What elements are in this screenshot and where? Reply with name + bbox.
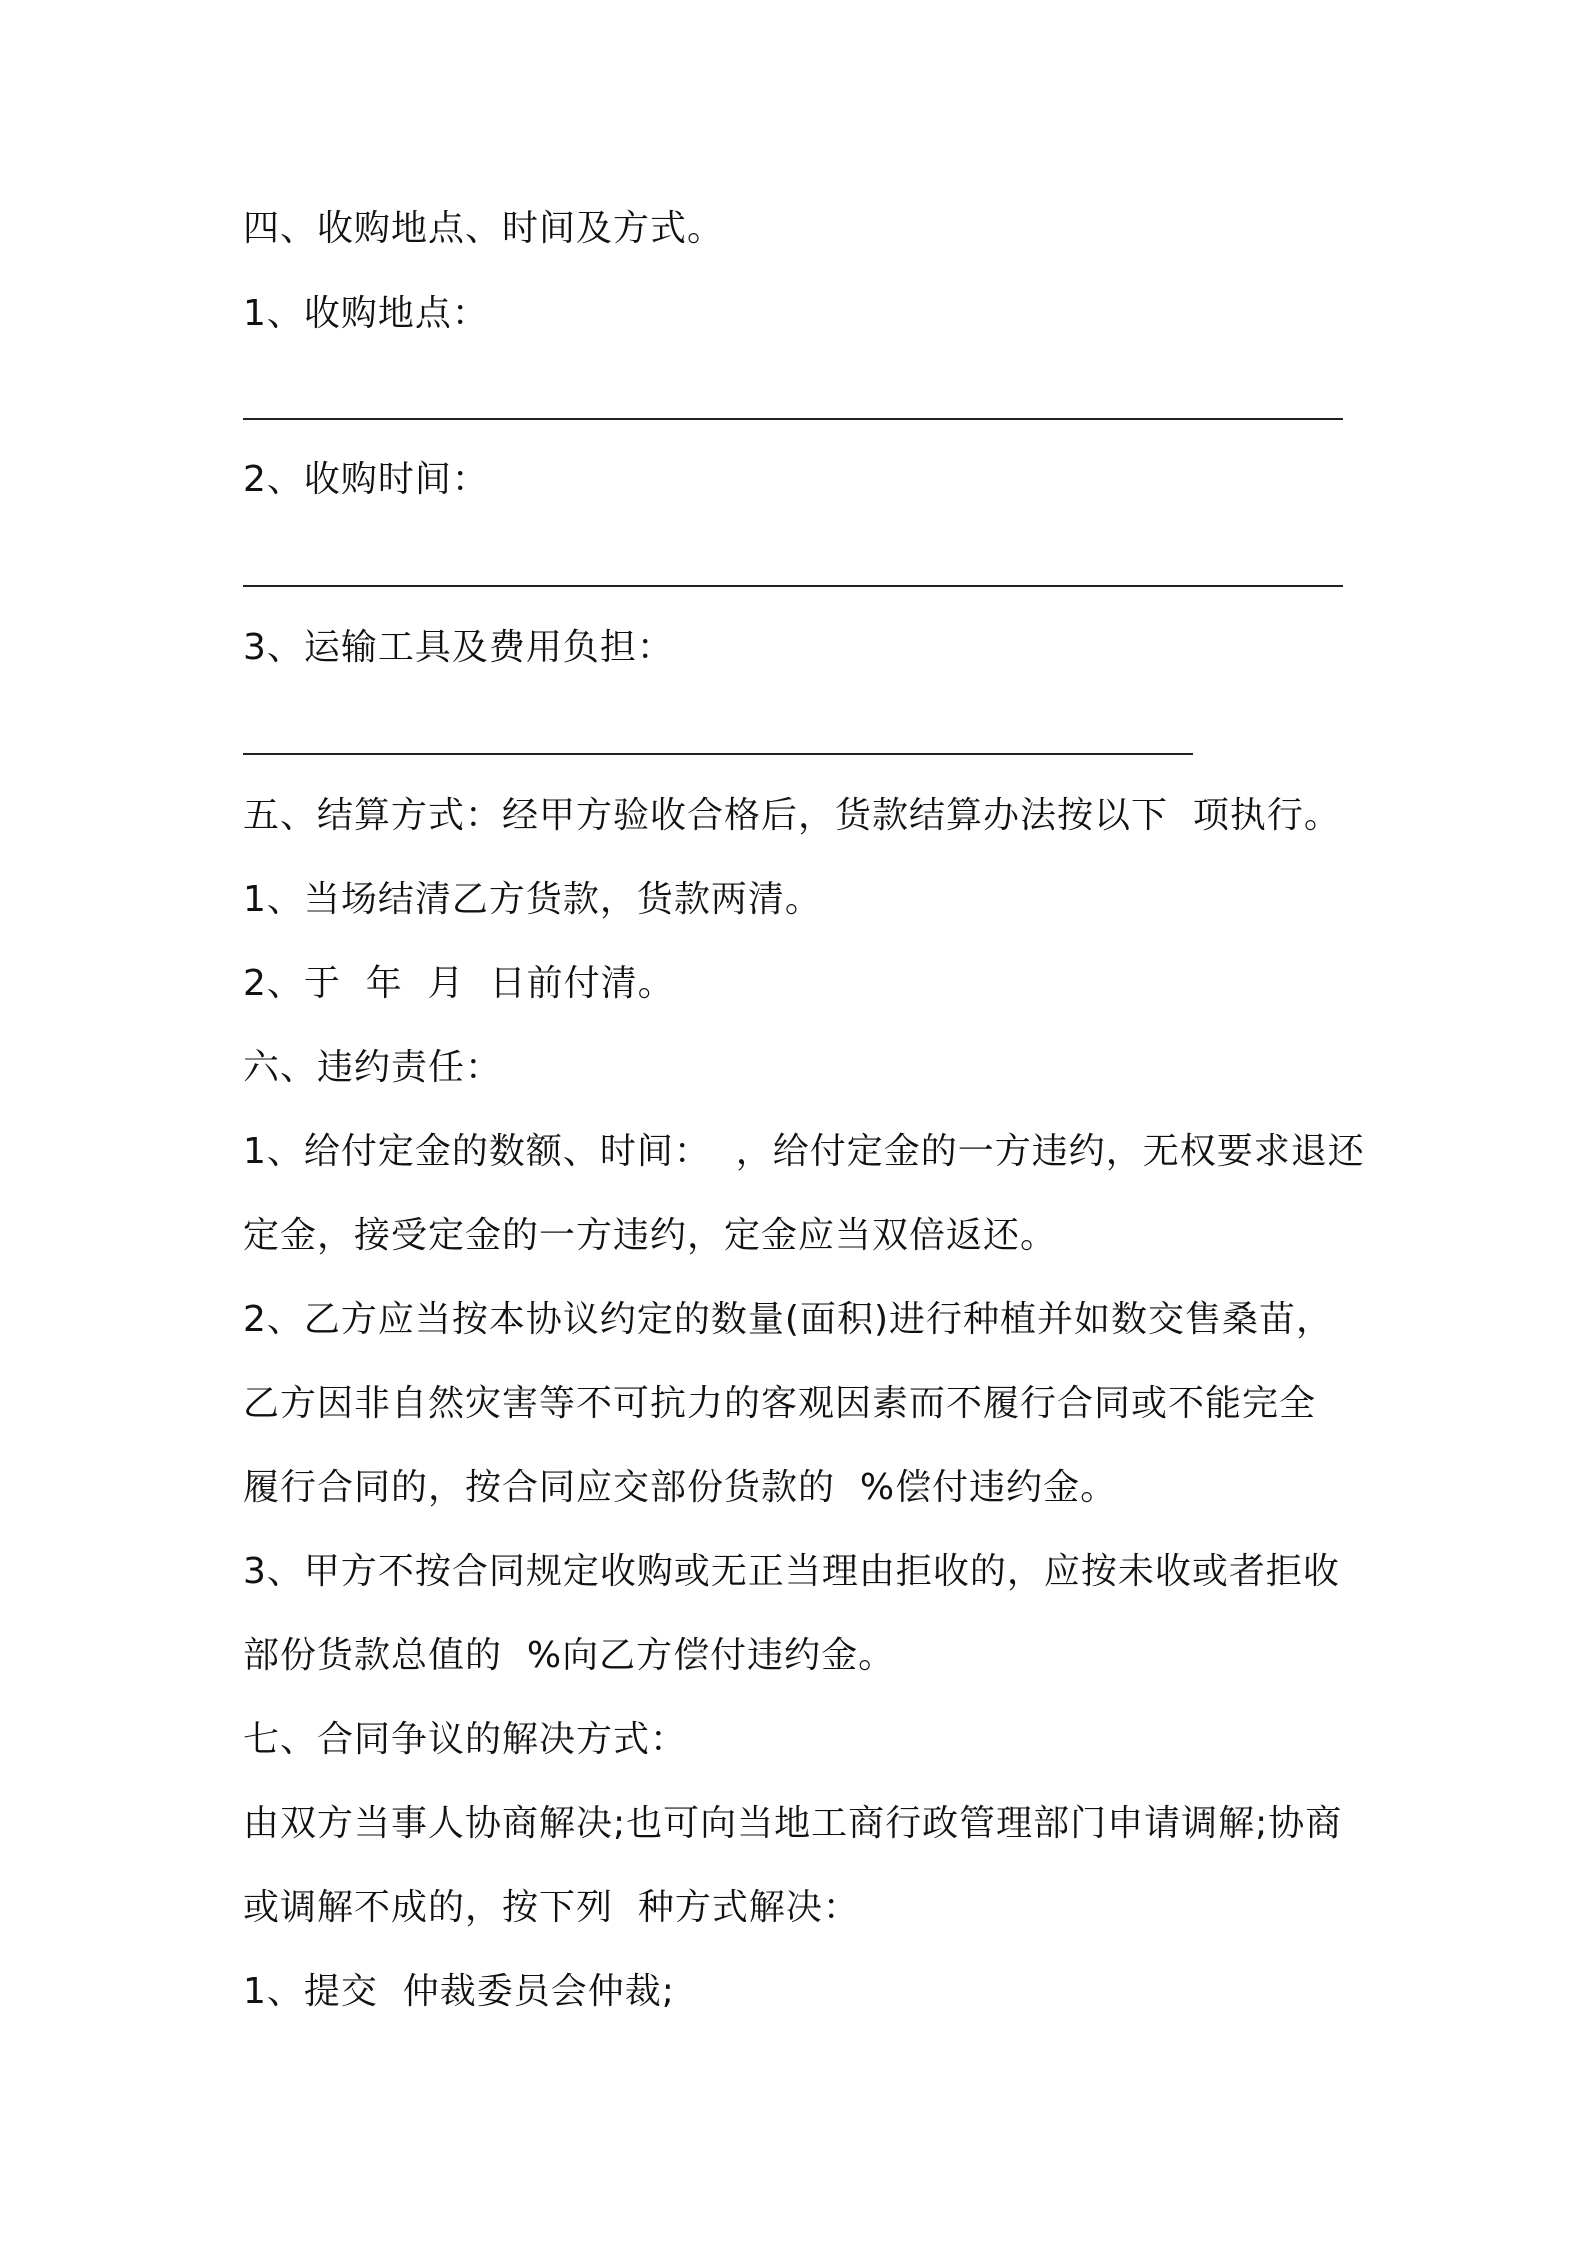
dispute-resolution-line-1: 由双方当事人协商解决;也可向当地工商行政管理部门申请调解;协商 (243, 1803, 1343, 1844)
section-six-heading: 六、违约责任： (243, 1047, 503, 1088)
party-a-clause-line-1: 3、甲方不按合同规定收购或无正当理由拒收的，应按未收或者拒收 (243, 1551, 1340, 1592)
settlement-method-paragraph: 五、结算方式：经甲方验收合格后，货款结算办法按以下 项执行。 (243, 795, 1341, 836)
dispute-resolution-line-2: 或调解不成的，按下列 种方式解决： (243, 1887, 860, 1928)
arbitration-option: 1、提交 仲裁委员会仲裁; (243, 1971, 675, 2012)
deposit-clause-line-2: 定金，接受定金的一方违约，定金应当双倍返还。 (243, 1215, 1058, 1256)
deposit-clause-line-1: 1、给付定金的数额、时间： ，给付定金的一方违约，无权要求退还 (243, 1131, 1365, 1172)
party-b-clause-line-2: 乙方因非自然灾害等不可抗力的客观因素而不履行合同或不能完全 (243, 1383, 1317, 1424)
transport-cost-label: 3、运输工具及费用负担： (243, 627, 674, 668)
party-b-clause-line-1: 2、乙方应当按本协议约定的数量(面积)进行种植并如数交售桑苗， (243, 1299, 1333, 1340)
section-seven-heading: 七、合同争议的解决方式： (243, 1719, 688, 1760)
purchase-location-blank (243, 418, 1343, 420)
settlement-option-two: 2、于 年 月 日前付清。 (243, 963, 675, 1004)
purchase-location-label: 1、收购地点： (243, 293, 489, 334)
purchase-time-blank (243, 585, 1343, 587)
party-a-clause-line-2: 部份货款总值的 %向乙方偿付违约金。 (243, 1635, 896, 1676)
section-four-heading: 四、收购地点、时间及方式。 (243, 208, 725, 249)
settlement-option-one: 1、当场结清乙方货款，货款两清。 (243, 879, 822, 920)
purchase-time-label: 2、收购时间： (243, 459, 489, 500)
transport-cost-blank (243, 753, 1193, 755)
party-b-clause-line-3: 履行合同的，按合同应交部份货款的 %偿付违约金。 (243, 1467, 1118, 1508)
